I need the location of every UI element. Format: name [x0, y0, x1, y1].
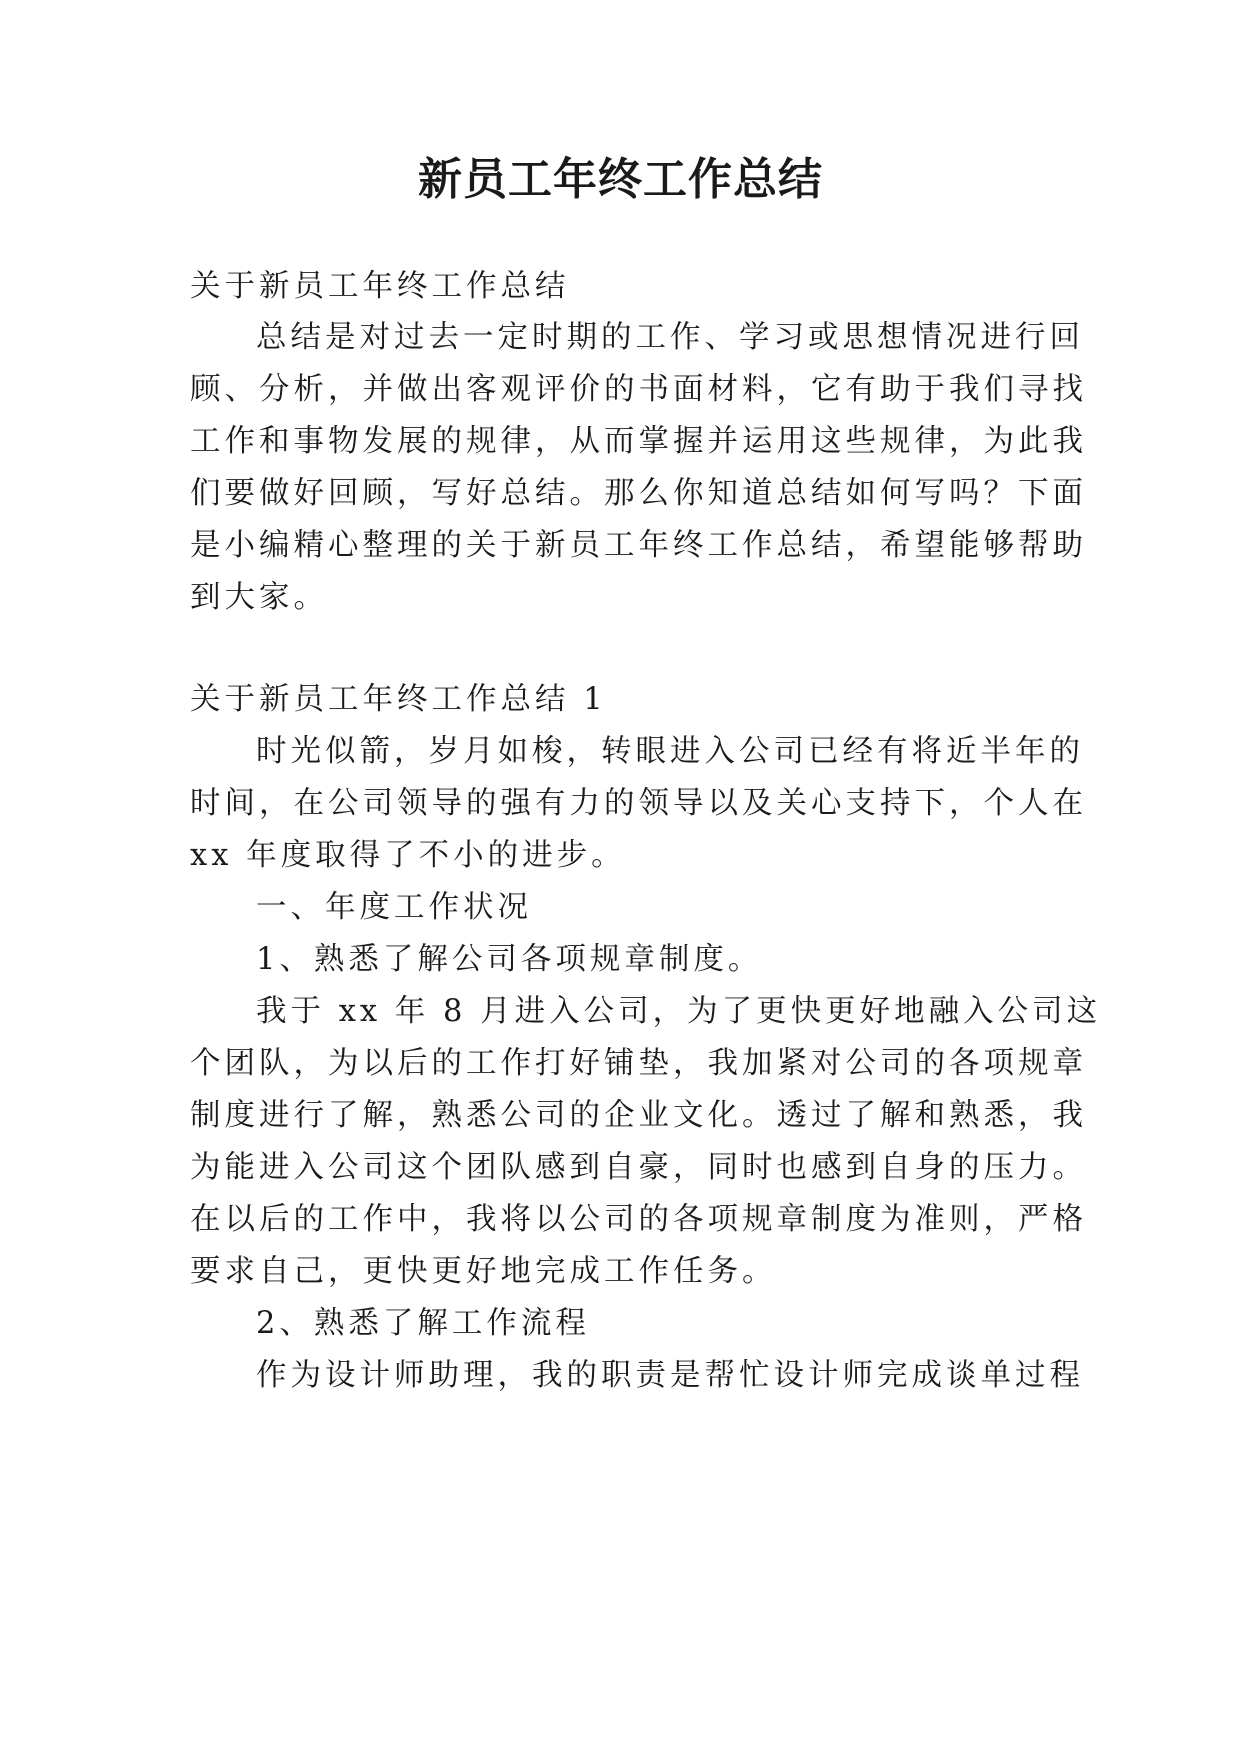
paragraph-line: 工作和事物发展的规律，从而掌握并运用这些规律，为此我 [190, 424, 1087, 459]
paragraph-line: 是小编精心整理的关于新员工年终工作总结，希望能够帮助 [190, 528, 1087, 563]
paragraph-line: 个团队，为以后的工作打好铺垫，我加紧对公司的各项规章 [190, 1046, 1087, 1081]
paragraph-line: 我于 xx 年 8 月进入公司，为了更快更好地融入公司这 [256, 994, 1102, 1029]
subheading: 1、熟悉了解公司各项规章制度。 [256, 942, 763, 977]
paragraph-line: 们要做好回顾，写好总结。那么你知道总结如何写吗？下面 [190, 476, 1087, 511]
paragraph-line: 在以后的工作中，我将以公司的各项规章制度为准则，严格 [190, 1202, 1087, 1237]
paragraph-line: 要求自己，更快更好地完成工作任务。 [190, 1254, 777, 1289]
paragraph-line: 时光似箭，岁月如梭，转眼进入公司已经有将近半年的 [256, 734, 1084, 769]
subheading: 2、熟悉了解工作流程 [256, 1306, 590, 1341]
paragraph-line: 到大家。 [190, 580, 328, 615]
paragraph-line: xx 年度取得了不小的进步。 [190, 838, 626, 873]
paragraph-line: 为能进入公司这个团队感到自豪，同时也感到自身的压力。 [190, 1150, 1087, 1185]
paragraph-line: 总结是对过去一定时期的工作、学习或思想情况进行回 [256, 320, 1084, 355]
subheading: 一、年度工作状况 [256, 890, 532, 925]
document-title: 新员工年终工作总结 [418, 154, 823, 205]
paragraph-line: 制度进行了解，熟悉公司的企业文化。透过了解和熟悉，我 [190, 1098, 1087, 1133]
paragraph-line: 时间，在公司领导的强有力的领导以及关心支持下，个人在 [190, 786, 1087, 821]
paragraph-line: 顾、分析，并做出客观评价的书面材料，它有助于我们寻找 [190, 372, 1087, 407]
section-heading: 关于新员工年终工作总结 [190, 269, 570, 304]
paragraph-line: 作为设计师助理，我的职责是帮忙设计师完成谈单过程 [256, 1358, 1084, 1393]
section-heading: 关于新员工年终工作总结 1 [190, 682, 607, 717]
